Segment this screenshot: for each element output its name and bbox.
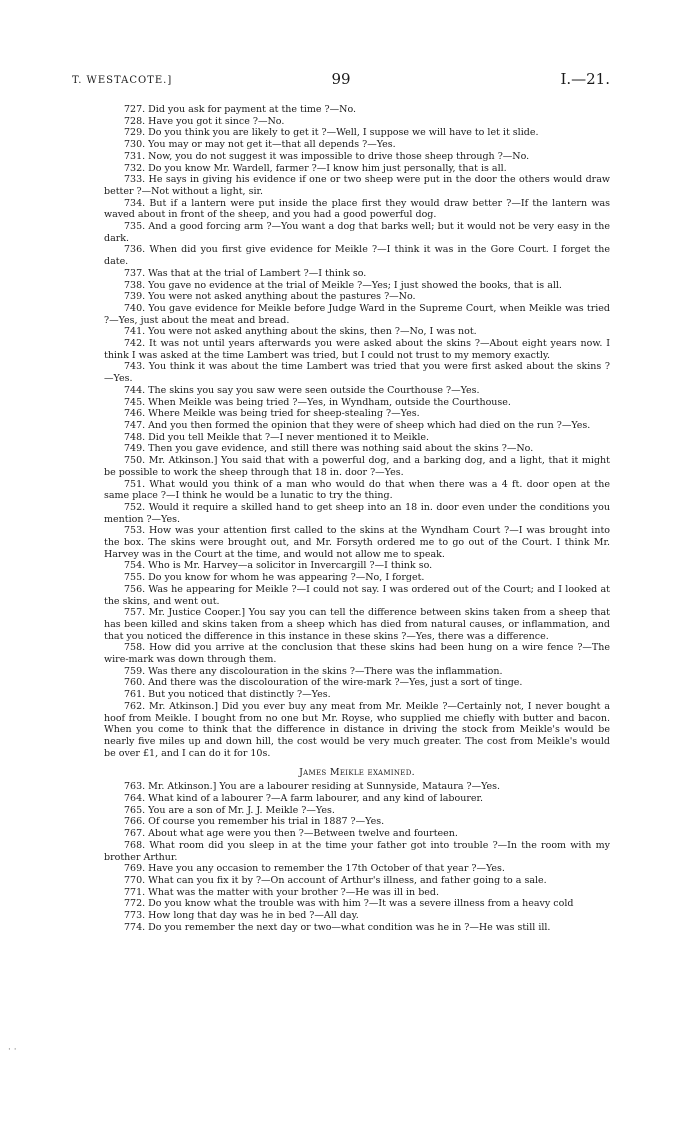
testimony-paragraph: 759. Was there any discolouration in the skins ?—There was the inflammation. <box>124 665 503 677</box>
testimony-paragraph: 738. You gave no evidence at the trial of Meikle ?—Yes; I just showed the books, that is all. <box>124 279 562 291</box>
testimony-paragraph: 757. Mr. Justice Cooper.] You say you can tell the difference between skins taken from a sheep that has been killed and skins taken from a sheep which has died from natural causes, or inflammation, and that you noticed the difference in this instance in these skins ?—Yes, there was a difference. <box>104 607 610 642</box>
testimony-paragraph: 764. What kind of a labourer ?—A farm labourer, and any kind of labourer. <box>124 793 484 805</box>
testimony-meikle <box>104 781 610 933</box>
testimony-paragraph: 731. Now, you do not suggest it was impossible to drive those sheep through ?—No. <box>124 150 530 162</box>
testimony-paragraph: 774. Do you remember the next day or two—what condition was he in ?—He was still ill. <box>124 921 551 933</box>
page-body <box>104 104 610 934</box>
testimony-paragraph: 772. Do you know what the trouble was with him ?—It was a severe illness from a heavy cold <box>124 898 574 910</box>
testimony-paragraph: 751. What would you think of a man who would do that when there was a 4 ft. door open at the same place ?—I think he would be a lunatic to try the thing. <box>104 478 610 502</box>
testimony-paragraph: 746. Where Meikle was being tried for sheep-stealing ?—Yes. <box>124 408 420 420</box>
testimony-paragraph: 737. Was that at the trial of Lambert ?—I think so. <box>124 267 367 279</box>
testimony-paragraph: 729. Do you think you are likely to get it ?—Well, I suppose we will have to let it slide. <box>124 127 539 139</box>
section-heading: James Meikle examined. <box>299 767 415 779</box>
testimony-paragraph: 760. And there was the discolouration of the wire-mark ?—Yes, just a sort of tinge. <box>124 677 523 689</box>
testimony-paragraph: 748. Did you tell Meikle that ?—I never mentioned it to Meikle. <box>124 431 430 443</box>
page-number: 99 <box>331 70 351 88</box>
testimony-paragraph: 773. How long that day was he in bed ?—All day. <box>124 910 359 922</box>
testimony-paragraph: 741. You were not asked anything about the skins, then ?—No, I was not. <box>124 326 477 338</box>
testimony-paragraph: 744. The skins you say you saw were seen outside the Courthouse ?—Yes. <box>124 384 480 396</box>
testimony-paragraph: 735. And a good forcing arm ?—You want a dog that barks well; but it would not be very easy in the dark. <box>104 221 610 244</box>
testimony-paragraph: 736. When did you first give evidence for Meikle ?—I think it was in the Gore Court. I forget the date. <box>104 244 610 268</box>
testimony-paragraph: 742. It was not until years afterwards you were asked about the skins ?—About eight years now. I think I was asked at the time Lambert was tried, but I could not trust to my memory exactly. <box>104 338 610 361</box>
testimony-paragraph: 765. You are a son of Mr. J. J. Meikle ?—Yes. <box>124 804 335 816</box>
testimony-paragraph: 739. You were not asked anything about the pastures ?—No. <box>124 291 416 303</box>
testimony-paragraph: 758. How did you arrive at the conclusion that these skins had been hung on a wire fence ?—The wire-mark was down through them. <box>104 642 610 666</box>
testimony-paragraph: 745. When Meikle was being tried ?—Yes, in Wyndham, outside the Courthouse. <box>124 396 511 408</box>
testimony-paragraph: 749. Then you gave evidence, and still there was nothing said about the skins ?—No. <box>124 443 534 455</box>
testimony-paragraph: 769. Have you any occasion to remember the 17th October of that year ?—Yes. <box>124 863 505 875</box>
testimony-paragraph: 753. How was your attention first called to the skins at the Wyndham Court ?—I was brought into the box. The skins were brought out, and Mr. Forsyth ordered me to go out of the Court. I think Mr. Harvey was in the Court at the time, and would not allow me to speak. <box>104 525 610 560</box>
testimony-paragraph: 771. What was the matter with your brother ?—He was ill in bed. <box>124 886 439 898</box>
testimony-paragraph: 762. Mr. Atkinson.] Did you ever buy any meat from Mr. Meikle ?—Certainly not, I never bought a hoof from Meikle. I bought from no one but Mr. Royse, who supplied me chiefly with butter and bacon. When you come to think that the difference in distance in driving the stock from Meikle's would be nearly five miles up and down hill, the cost would be very much greater. The cost from Meikle's would be over £1, and I can do it for 10s. <box>104 700 610 759</box>
testimony-paragraph: 767. About what age were you then ?—Between twelve and fourteen. <box>124 828 458 840</box>
testimony-paragraph: 747. And you then formed the opinion that they were of sheep which had died on the run ?—Yes. <box>124 419 591 431</box>
testimony-paragraph: 763. Mr. Atkinson.] You are a labourer residing at Sunnyside, Mataura ?—Yes. <box>124 781 501 793</box>
header-reference: I.—21. <box>560 70 610 88</box>
header-witness: T. WESTACOTE.] <box>72 75 173 86</box>
testimony-paragraph: 730. You may or may not get it—that all depends ?—Yes. <box>124 139 396 151</box>
margin-mark: · · <box>8 1045 17 1055</box>
testimony-paragraph: 734. But if a lantern were put inside the place first they would draw better ?—If the lantern was waved about in front of the sheep, and you had a good powerful dog. <box>104 197 610 221</box>
page-header <box>72 72 610 90</box>
testimony-paragraph: 755. Do you know for whom he was appearing ?—No, I forget. <box>124 572 425 584</box>
testimony-paragraph: 754. Who is Mr. Harvey—a solicitor in Invercargill ?—I think so. <box>124 560 433 572</box>
testimony-paragraph: 766. Of course you remember his trial in 1887 ?—Yes. <box>124 816 385 828</box>
testimony-paragraph: 752. Would it require a skilled hand to get sheep into an 18 in. door even under the conditions you mention ?—Yes. <box>104 501 610 525</box>
testimony-paragraph: 750. Mr. Atkinson.] You said that with a powerful dog, and a barking dog, and a light, that it might be possible to work the sheep through that 18 in. door ?—Yes. <box>104 455 610 478</box>
testimony-westacote <box>104 104 610 759</box>
testimony-paragraph: 756. Was he appearing for Meikle ?—I could not say. I was ordered out of the Court; and I looked at the skins, and went out. <box>104 583 610 607</box>
testimony-paragraph: 740. You gave evidence for Meikle before Judge Ward in the Supreme Court, when Meikle was tried ?—Yes, just about the meat and bread. <box>104 302 610 326</box>
testimony-paragraph: 743. You think it was about the time Lambert was tried that you were first asked about the skins ? —Yes. <box>104 361 610 385</box>
testimony-paragraph: 768. What room did you sleep in at the time your father got into trouble ?—In the room with my brother Arthur. <box>104 839 610 863</box>
testimony-paragraph: 733. He says in giving his evidence if one or two sheep were put in the door the others would draw better ?—Not without a light, sir. <box>104 174 610 197</box>
testimony-paragraph: 770. What can you fix it by ?—On account of Arthur's illness, and father going to a sale. <box>124 875 547 886</box>
testimony-paragraph: 727. Did you ask for payment at the time ?—No. <box>124 104 357 115</box>
testimony-paragraph: 728. Have you got it since ?—No. <box>124 115 285 127</box>
testimony-paragraph: 761. But you noticed that distinctly ?—Yes. <box>124 689 331 701</box>
testimony-paragraph: 732. Do you know Mr. Wardell, farmer ?—I know him just personally, that is all. <box>124 162 507 174</box>
